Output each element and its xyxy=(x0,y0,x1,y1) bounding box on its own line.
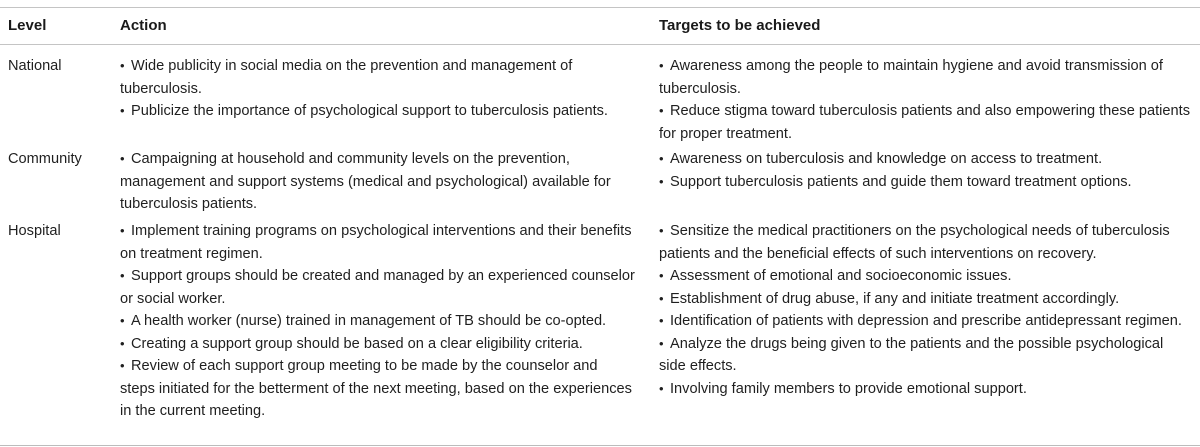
action-item: • Review of each support group meeting to be made by the counselor and steps initiated for the betterment of the next meeting, based on the experiences in the current meeting. xyxy=(120,355,635,423)
bullet-icon: • xyxy=(659,290,664,306)
bullet-icon: • xyxy=(120,58,125,73)
targets-cell xyxy=(659,55,1194,145)
header-targets: Targets to be achieved xyxy=(659,17,821,34)
bullet-icon: • xyxy=(120,151,125,166)
header-action: Action xyxy=(120,17,167,34)
bullet-icon: • xyxy=(659,335,664,351)
action-item: • Wide publicity in social media on the prevention and management of tuberculosis. xyxy=(120,55,635,100)
target-item: • Assessment of emotional and socioeconomic issues. xyxy=(659,265,1194,288)
action-item: • Creating a support group should be based on a clear eligibility criteria. xyxy=(120,333,635,356)
target-item: • Awareness among the people to maintain hygiene and avoid transmission of tuberculosis. xyxy=(659,55,1194,100)
target-item: • Support tuberculosis patients and guide them toward treatment options. xyxy=(659,171,1194,194)
action-item: • Support groups should be created and managed by an experienced counselor or social worker. xyxy=(120,265,635,310)
target-item: • Awareness on tuberculosis and knowledge on access to treatment. xyxy=(659,148,1194,171)
level-cell: Hospital xyxy=(8,223,61,239)
bullet-icon: • xyxy=(659,103,664,118)
table-bottom-rule xyxy=(0,445,1200,446)
action-cell xyxy=(120,220,635,423)
action-cell xyxy=(120,148,635,216)
target-item: • Reduce stigma toward tuberculosis patients and also empowering these patients for proper treatment. xyxy=(659,100,1194,145)
bullet-icon: • xyxy=(120,223,125,238)
action-item: • A health worker (nurse) trained in management of TB should be co-opted. xyxy=(120,310,635,333)
bullet-icon: • xyxy=(659,380,664,396)
bullet-icon: • xyxy=(120,103,125,118)
bullet-icon: • xyxy=(120,358,125,373)
bullet-icon: • xyxy=(659,268,664,283)
bullet-icon: • xyxy=(120,313,125,328)
target-item: • Establishment of drug abuse, if any and initiate treatment accordingly. xyxy=(659,288,1194,311)
bullet-icon: • xyxy=(659,58,664,73)
target-item: • Analyze the drugs being given to the patients and the possible psychological side effects. xyxy=(659,333,1194,378)
level-cell: Community xyxy=(8,151,82,167)
bullet-icon: • xyxy=(659,313,664,328)
bullet-icon: • xyxy=(120,268,125,283)
action-item: • Implement training programs on psychological interventions and their benefits on treatment regimen. xyxy=(120,220,635,265)
target-item: • Sensitize the medical practitioners on the psychological needs of tuberculosis patients and the beneficial effects of such interventions on recovery. xyxy=(659,220,1194,265)
bullet-icon: • xyxy=(659,151,664,166)
header-level: Level xyxy=(8,17,47,34)
bullet-icon: • xyxy=(659,223,664,238)
header-rule xyxy=(0,44,1200,45)
target-item: • Involving family members to provide emotional support. xyxy=(659,378,1194,401)
action-cell xyxy=(120,55,635,123)
targets-cell xyxy=(659,148,1194,193)
target-item: • Identification of patients with depression and prescribe antidepressant regimen. xyxy=(659,310,1194,333)
bullet-icon: • xyxy=(120,335,125,351)
level-cell: National xyxy=(8,58,62,74)
action-item: • Publicize the importance of psychological support to tuberculosis patients. xyxy=(120,100,635,123)
action-item: • Campaigning at household and community levels on the prevention, management and support systems (medical and psychological) available for tuberculosis patients. xyxy=(120,148,635,216)
bullet-icon: • xyxy=(659,173,664,189)
targets-cell xyxy=(659,220,1194,400)
table-top-rule xyxy=(0,7,1200,8)
